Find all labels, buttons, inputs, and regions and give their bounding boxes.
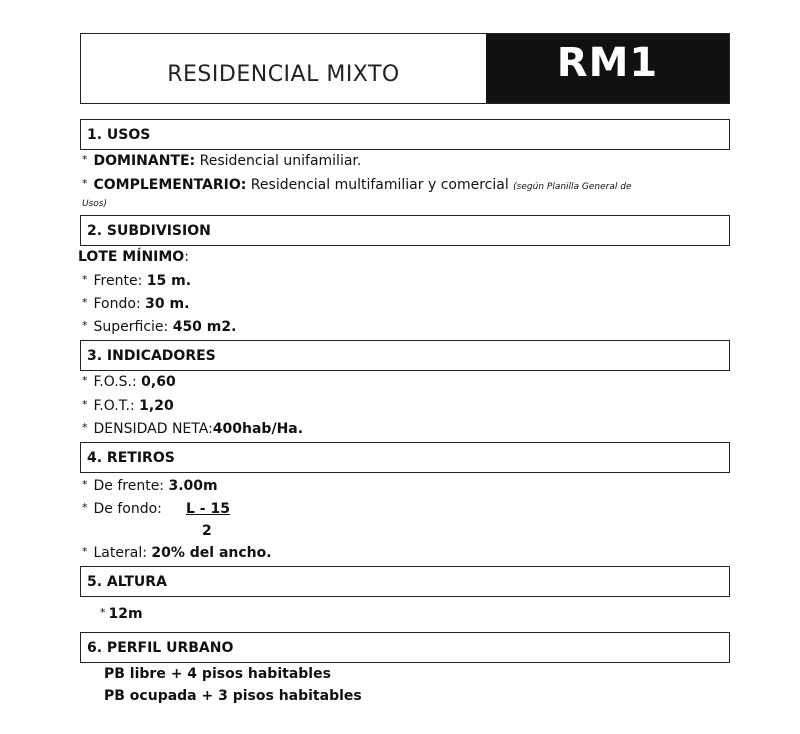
retiro-lateral: [82, 545, 272, 561]
section-retiros-header: 4. RETIROS: [80, 442, 730, 473]
complementario-label: COMPLEMENTARIO:: [93, 177, 247, 193]
retiro-lateral-value: 20% del ancho.: [151, 545, 272, 561]
subdivision-frente: [82, 273, 191, 289]
complementario-note: (según Planilla General de: [513, 182, 632, 192]
fos-value: 0,60: [141, 374, 176, 390]
retiro-fondo-numerator: [186, 501, 230, 517]
altura-number: 12m: [108, 606, 143, 622]
retiro-frente: [82, 478, 218, 494]
perfil-line-2: PB ocupada + 3 pisos habitables: [104, 688, 362, 704]
superficie-value: 450 m2.: [172, 319, 237, 335]
frente-value: 15 m.: [146, 273, 192, 289]
bullet: *: [82, 296, 88, 309]
section-indicadores-header: 3. INDICADORES: [80, 340, 730, 371]
fos-label: F.O.S.:: [93, 374, 142, 390]
densidad-value: 400hab/Ha.: [212, 421, 304, 437]
fot-label: F.O.T.:: [93, 398, 140, 414]
subdivision-fondo: [82, 296, 189, 312]
bullet: *: [82, 153, 88, 166]
indicador-fos: [82, 374, 176, 390]
section-subdivision-header: 2. SUBDIVISION: [80, 215, 730, 246]
retiro-frente-value: 3.00m: [168, 478, 218, 494]
section-perfil-header: 6. PERFIL URBANO: [80, 632, 730, 663]
lote-minimo-label: [78, 249, 189, 265]
densidad-label: DENSIDAD NETA:: [93, 421, 213, 437]
bullet: *: [82, 319, 88, 332]
bullet: *: [82, 374, 88, 387]
dominante-label: DOMINANTE:: [93, 153, 196, 169]
bullet: *: [82, 398, 88, 411]
fondo-value: 30 m.: [145, 296, 190, 312]
retiro-frente-label: De frente:: [93, 478, 169, 494]
bullet: *: [82, 501, 88, 514]
section-usos-header: 1. USOS: [80, 119, 730, 150]
lote-minimo-colon: :: [184, 249, 189, 265]
fraction-numerator: L - 15: [186, 501, 230, 517]
zone-code: RM1: [486, 34, 729, 103]
bullet: *: [82, 545, 88, 558]
indicador-fot: [82, 398, 174, 414]
retiro-lateral-label: Lateral:: [93, 545, 152, 561]
section-altura-header: 5. ALTURA: [80, 566, 730, 597]
retiro-fondo: [82, 501, 162, 517]
bullet: *: [82, 177, 88, 190]
subdivision-superficie: [82, 319, 236, 335]
perfil-line-1: PB libre + 4 pisos habitables: [104, 666, 331, 682]
zone-header: [80, 33, 730, 104]
usos-complementario: [82, 177, 632, 193]
bullet: *: [82, 478, 88, 491]
fondo-label: Fondo:: [93, 296, 146, 312]
altura-value: [100, 606, 143, 622]
bullet: *: [100, 606, 106, 619]
frente-label: Frente:: [93, 273, 147, 289]
usos-dominante: [82, 153, 361, 169]
complementario-note-continued: Usos): [82, 199, 107, 209]
bullet: *: [82, 273, 88, 286]
zone-title: RESIDENCIAL MIXTO: [167, 62, 400, 87]
retiro-fondo-label: De fondo:: [93, 501, 162, 517]
lote-minimo-text: LOTE MÍNIMO: [78, 249, 185, 265]
complementario-value: Residencial multifamiliar y comercial: [246, 177, 514, 193]
indicador-densidad: [82, 421, 303, 437]
fot-value: 1,20: [139, 398, 174, 414]
dominante-value: Residencial unifamiliar.: [195, 153, 362, 169]
retiro-fondo-denominator: 2: [202, 523, 212, 539]
bullet: *: [82, 421, 88, 434]
superficie-label: Superficie:: [93, 319, 173, 335]
